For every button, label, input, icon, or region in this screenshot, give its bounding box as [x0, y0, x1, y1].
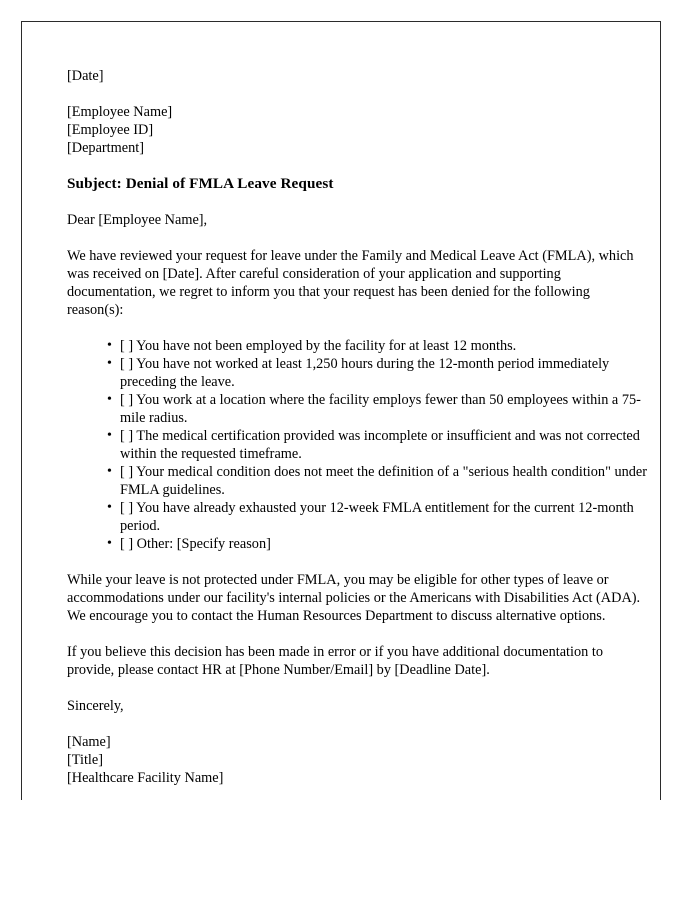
spacer: [67, 85, 649, 103]
recipient-employee-name: [Employee Name]: [67, 104, 173, 120]
list-item: [107, 499, 649, 535]
bullet-icon: •: [107, 428, 112, 443]
bullet-icon: •: [107, 536, 112, 551]
spacer: [67, 553, 649, 571]
bullet-icon: •: [107, 356, 112, 371]
salutation: Dear [Employee Name],: [67, 212, 208, 228]
closing-salutation: Sincerely,: [67, 698, 124, 714]
intro-paragraph: We have reviewed your request for leave under the Family and Medical Leave Act (FMLA), which was received on [Date]. After careful consideration of your application and supporting documentation, we regret to inform you that your request has been denied for the following reason(s):: [67, 248, 634, 318]
list-item: [107, 391, 649, 427]
signature-facility: [Healthcare Facility Name]: [67, 770, 224, 786]
spacer: [67, 625, 649, 643]
spacer: [67, 157, 649, 175]
reason-text: [ ] You work at a location where the facility employs fewer than 50 employees within a 75-mile radius.: [120, 392, 641, 426]
reason-text: [ ] You have not been employed by the facility for at least 12 months.: [120, 338, 517, 354]
reason-text: [ ] Your medical condition does not meet the definition of a "serious health condition" under FMLA guidelines.: [120, 464, 648, 498]
appeal-paragraph: If you believe this decision has been made in error or if you have additional documentation to provide, please contact HR at [Phone Number/Email] by [Deadline Date].: [67, 644, 603, 678]
list-item: [107, 337, 649, 355]
denial-reasons-list: [67, 337, 649, 553]
spacer: [67, 229, 649, 247]
list-item: [107, 463, 649, 499]
reason-text: [ ] You have already exhausted your 12-week FMLA entitlement for the current 12-month period.: [120, 500, 634, 534]
spacer: [67, 715, 649, 733]
subject-line: Subject: Denial of FMLA Leave Request: [67, 175, 334, 192]
list-item: [107, 535, 649, 553]
recipient-employee-id: [Employee ID]: [67, 122, 154, 138]
document-page-frame: [21, 21, 661, 800]
bullet-icon: •: [107, 338, 112, 353]
spacer: [67, 679, 649, 697]
list-item: [107, 427, 649, 463]
reason-text: [ ] You have not worked at least 1,250 hours during the 12-month period immediately preceding the leave.: [120, 356, 610, 390]
letter-body: [67, 67, 649, 787]
recipient-department: [Department]: [67, 140, 145, 156]
spacer: [67, 193, 649, 211]
spacer: [67, 319, 649, 337]
reason-text: [ ] The medical certification provided was incomplete or insufficient and was not corrected within the requested timeframe.: [120, 428, 640, 462]
alternatives-paragraph: While your leave is not protected under FMLA, you may be eligible for other types of leave or accommodations under our facility's internal policies or the Americans with Disabilities Act (ADA). We encourage you to contact the Human Resources Department to discuss alternative options.: [67, 572, 641, 624]
bullet-icon: •: [107, 392, 112, 407]
list-item: [107, 355, 649, 391]
reason-text: [ ] Other: [Specify reason]: [120, 536, 271, 552]
date-block: [67, 67, 649, 85]
date-placeholder: [Date]: [67, 68, 104, 84]
signature-block: [67, 733, 649, 787]
signature-title: [Title]: [67, 752, 104, 768]
bullet-icon: •: [107, 464, 112, 479]
recipient-block: [67, 103, 649, 157]
signature-name: [Name]: [67, 734, 111, 750]
bullet-icon: •: [107, 500, 112, 515]
